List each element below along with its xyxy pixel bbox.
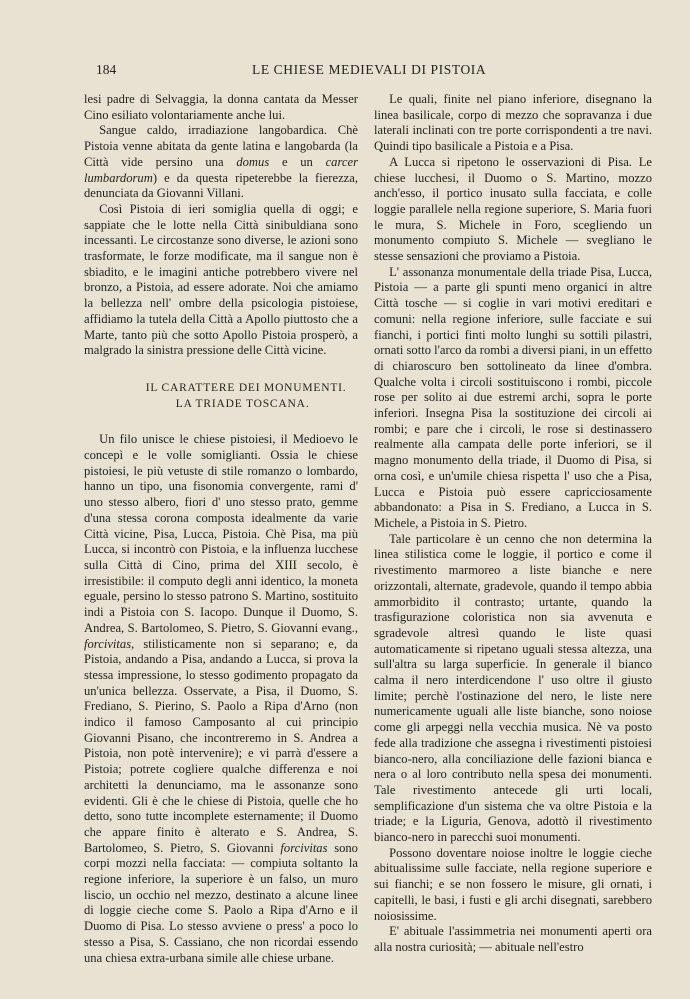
paragraph: E' abituale l'assimmetria nei monumenti aperti ora alla nostra curiosità; — abituale nell'estro [374,924,652,954]
page-number: 184 [96,62,117,77]
paragraph: Sangue caldo, irradiazione langobardica. Chè Pistoia venne abitata da gente latina e langobarda (la Città vide persino una domus e un carcer lumbardorum) e da questa ripeterebbe la fierezza, denunciata da Giovanni Villani. [84,123,358,201]
left-column [84,92,358,966]
paragraph: A Lucca si ripetono le osservazioni di Pisa. Le chiese lucchesi, il Duomo o S. Martino, mozzo anch'esso, il portico inusato sulla facciata, e colle loggie parallele nella regione superiore, S. Maria fuori le mura, S. Michele in Foro, scegliendo un monumento compiuto S. Michele — svegliano le stesse sensazioni che proviamo a Pistoia. [374,154,652,264]
section-heading: IL CARATTERE DEI MONUMENTI. [145,381,347,394]
paragraph: Tale particolare è un cenno che non determina la linea stilistica come le loggie, il portico e come il rivestimento marmoreo a liste bianche e nere orizzontali, alternate, gradevole, quando il tempo abbia ammorbidito il contrasto; urtante, quando la trasfigurazione coloristica non sia avvenuta e sgradevole altresì quando le liste quasi automaticamente si ripetano uguali stessa altezza, una sull'altra su larga superficie. In generale il bianco calma il nero interdicendone l' uso oltre il giusto limite; perchè l'ostinazione del nero, le liste nere numericamente uguali alle liste bianche, sono noiose come gli arpeggi nella vecchia musica. Nè va posto fede alla tradizione che assegna i rivestimenti pistoiesi bianco-nero, alla conciliazione delle fazioni bianca e nera o al loro contributo nella spesa dei monumenti. Tale rivestimento antecede gli urti locali, semplificazione d'un sistema che va oltre Pistoia e la triade; e la Liguria, Genova, adottò il rivestimento bianco-nero in parecchi suoi monumenti. [374,531,653,845]
right-column [374,92,652,956]
paragraph: Possono doventare noiose inoltre le loggie cieche abitualissime sulle facciate, nella regione superiore e sui fianchi; e se non fossero le misure, gli ornati, i capitelli, le basi, i fusti e gli archi disegnati, sarebbero noiosissime. [374,845,652,923]
paragraph: Così Pistoia di ieri somiglia quella di oggi; e sappiate che le lotte nella Città sinibuldiana sono incessanti. Le circostanze sono diverse, le azioni sono trasformate, le forze modificate, ma il sangue non è sbiadito, e le imagini antiche potrebbero vivere nel bronzo, a Pistoia, ad essere adorate. Noi che amiamo la bellezza nell' ombre della psicologia pistoiese, affidiamo la tutela della Città a Apollo piuttosto che a Marte, tanto più che sotto Apollo Pistoia prosperò, a malgrado la sinistra pressione delle Città vicine. [84,201,358,358]
paragraph: lesi padre di Selvaggia, la donna cantata da Messer Cino esiliato volontariamente anche lui. [84,92,358,122]
page-header [0,62,690,82]
section-headings [84,381,358,412]
paragraph: Un filo unisce le chiese pistoiesi, il Medioevo le concepì e le volle somiglianti. Ossia le chiese pistoiesi, le più vetuste di stile romanzo o lombardo, hanno un tipo, una fisonomia convergente, rami d' uno stesso albero, fiori d' uno stesso prato, gemme d'una stessa corona composta idealmente da varie Città vicine, Pisa, Lucca, Pistoia. Chè Pisa, ma più Lucca, si incontrò con Pistoia, e la influenza lucchese sulla Città di Cino, prima del XIII secolo, è irresistibile: il computo degli anni identico, la moneta eguale, persino lo stesso patrono S. Martino, sostituito indi a Pistoia con S. Iacopo. Dunque il Duomo, S. Andrea, S. Bartolomeo, S. Pietro, S. Giovanni evang., forcivitas, stilisticamente non si separano; e, da Pistoia, andando a Pisa, andando a Lucca, si prova la stessa impressione, lo stesso godimento propagato da un'unica bellezza. Osservate, a Pisa, il Duomo, S. Frediano, S. Pierino, S. Paolo a Ripa d'Arno (non indico il famoso Camposanto al cui principio Giovanni Pisano, che incontreremo in S. Andrea a Pistoia, non potè intervenire); e vi parrà d'essere a Pistoia; potrete cogliere qualche differenza e noi architetti la denunciamo, ma le assonanze sono evidenti. Gli è che le chiese di Pistoia, quelle che ho detto, sono tutte incomplete esternamente; il Duomo che appare finito è alterato e S. Andrea, S. Bartolomeo, S. Pietro, S. Giovanni forcivitas sono corpi mozzi nella facciata: — compiuta soltanto la regione inferiore, la superiore è un falso, un muro liscio, un occhio nel mezzo, destinato a alcune linee di loggie cieche come S. Paolo a Ripa d'Arno e il Duomo di Pisa. Lo stesso avviene o press' a poco lo stesso a Pisa, S. Cassiano, che non ricordai essendo una chiesa extra-urbana simile alle chiese urbane. [84,432,358,965]
running-title: LE CHIESE MEDIEVALI DI PISTOIA [252,62,487,77]
section-subheading: LA TRIADE TOSCANA. [175,397,310,410]
paragraph: L' assonanza monumentale della triade Pisa, Lucca, Pistoia — a parte gli spunti meno organici in altre Città tosche — si coglie in vari motivi ereditari e comuni: nella regione inferiore, sulle facciate e sui fianchi, i portici finti molto lunghi su sottili pilastri, ornati sotto l'arco da rombi a diversi piani, in un effetto di chiaroscuro ben sottolineato da linee d'ombra. Qualche volta i circoli sostituiscono i rombi, piccole rose per solito ai due estremi archi, sopra le porte inferiori. Insegna Pisa la sostituzione dei circoli ai rombi; e pare che i circoli, le rose si destinassero realmente alla campata delle porte inferiori, se il magno monumento della triade, il Duomo di Pisa, si orna così, e un'umile chiesa rispetta l' uso che a Pisa, Lucca e Pistoia può essere capricciosamente abbandonato: a Pisa in S. Frediano, a Lucca in S. Michele, a Pistoia in S. Pietro. [374,264,652,530]
paragraph: Le quali, finite nel piano inferiore, disegnano la linea basilicale, corpo di mezzo che sopravanza i due laterali inclinati con tre porte corrispondenti a tre navi. Quindi tipo basilicale a Pistoia e a Pisa. [374,92,652,154]
